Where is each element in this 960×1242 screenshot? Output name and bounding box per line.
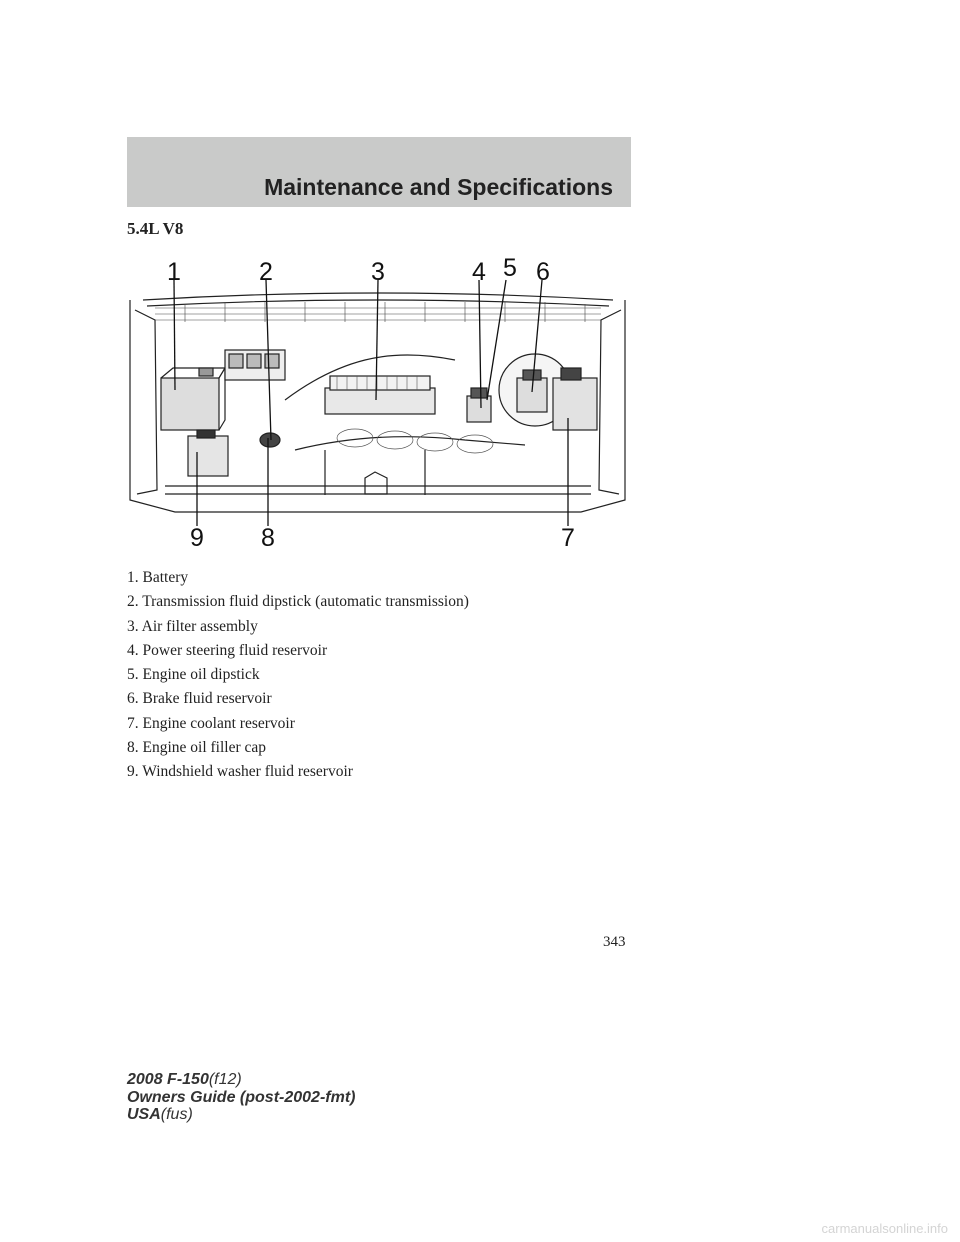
legend-item: 9. Windshield washer fluid reservoir xyxy=(127,763,353,781)
section-title: 5.4L V8 xyxy=(127,219,184,238)
callout-9: 9 xyxy=(190,524,204,552)
component-legend xyxy=(127,566,469,785)
legend-item: 6. Brake fluid reservoir xyxy=(127,690,272,708)
footer-guide: Owners Guide (post-2002-fmt) xyxy=(127,1088,356,1106)
callout-4: 4 xyxy=(472,258,486,286)
footer-model-code: (f12) xyxy=(208,1071,242,1088)
legend-item: 4. Power steering fluid reservoir xyxy=(127,641,328,659)
footer-market-code: (fus) xyxy=(160,1106,193,1123)
callout-6: 6 xyxy=(536,258,550,286)
engine-compartment-diagram xyxy=(125,250,631,555)
footer-info xyxy=(127,1071,355,1124)
legend-item: 3. Air filter assembly xyxy=(127,617,258,635)
footer-market: USA xyxy=(127,1106,161,1123)
footer-model: 2008 F-150 xyxy=(127,1071,209,1088)
legend-item: 1. Battery xyxy=(127,569,189,586)
legend-item: 2. Transmission fluid dipstick (automatic transmission) xyxy=(127,593,469,611)
legend-item: 8. Engine oil filler cap xyxy=(127,739,267,757)
header-band xyxy=(127,137,631,207)
legend-item: 5. Engine oil dipstick xyxy=(127,666,260,684)
header-title: Maintenance and Specifications xyxy=(264,174,613,200)
legend-item: 7. Engine coolant reservoir xyxy=(127,714,295,732)
callout-1: 1 xyxy=(167,258,181,286)
page-number: 343 xyxy=(603,934,626,950)
callout-8: 8 xyxy=(261,524,275,552)
callout-2: 2 xyxy=(259,258,273,286)
callout-7: 7 xyxy=(561,524,575,552)
callout-3: 3 xyxy=(371,258,385,286)
callout-5: 5 xyxy=(503,254,517,282)
watermark: carmanualsonline.info xyxy=(821,1221,948,1236)
